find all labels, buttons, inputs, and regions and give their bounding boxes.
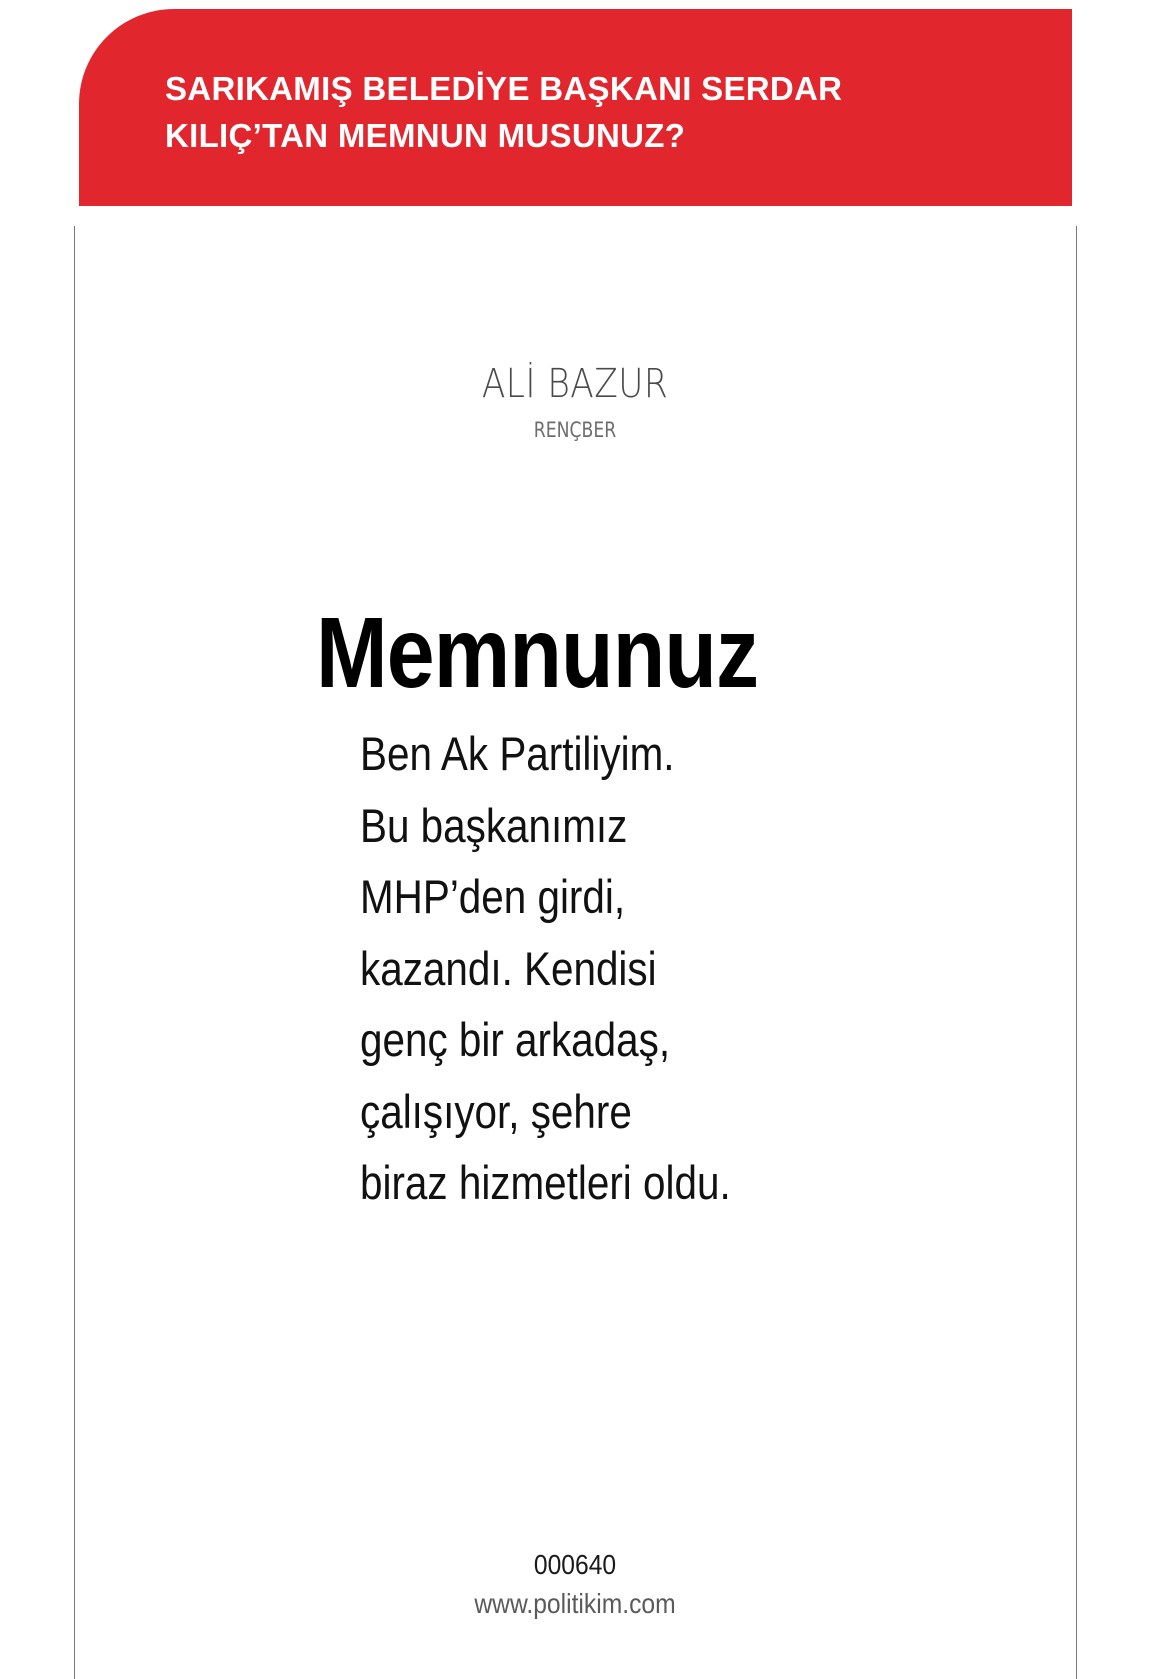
header-banner [79,9,1072,206]
answer-heading: Memnunuz [316,597,759,709]
question-title: SARIKAMIŞ BELEDİYE BAŞKANI SERDAR KILIÇ’TAN MEMNUN MUSUNUZ? [165,70,843,154]
answer-line: çalışıyor, şehre [360,1084,632,1138]
card-border-right [1076,226,1077,1679]
author-role: RENÇBER [533,418,617,442]
author-name: ALİ BAZUR [481,361,669,407]
answer-line: genç bir arkadaş, [360,1013,671,1066]
answer-body [360,718,920,1219]
card-border-left [74,226,75,1679]
footer-url: www.politikim.com [474,1588,676,1619]
answer-line: Ben Ak Partiliyim. [360,727,675,780]
answer-line: MHP’den girdi, [360,870,626,923]
footer-code: 000640 [533,1549,617,1580]
answer-line: kazandı. Kendisi [360,941,657,995]
answer-line: Bu başkanımız [360,798,628,852]
answer-line: biraz hizmetleri oldu. [360,1156,731,1209]
